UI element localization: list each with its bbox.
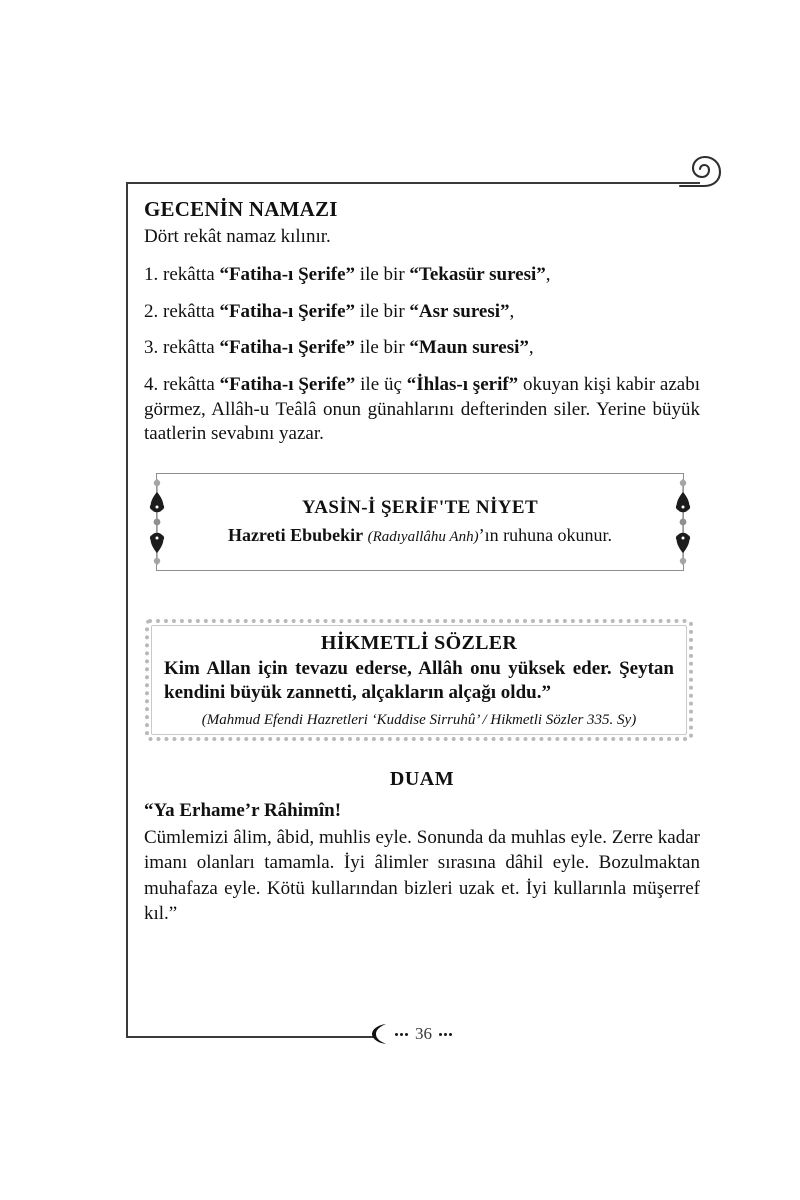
frame-left-line	[126, 182, 128, 1038]
yasin-honorific: (Radıyallâhu Anh)	[367, 529, 479, 546]
hikmetli-sozler-title: HİKMETLİ SÖZLER	[320, 632, 518, 654]
rekat-item-3	[144, 336, 700, 361]
rekat-item-2	[144, 300, 700, 325]
duam-body-text: Cümlemizi âlim, âbid, muhlis eyle. Sonunda da muhlas eyle. Zerre kadar imanı olanları tamamla. İyi âlimler sırasına dâhil eyle. Bozulmaktan muhafaza eyle. Kötü kullarından bizleri uzak et. İyi kullarınla müşerref kıl.”	[144, 826, 700, 925]
rekat-1-prefix: 1. rekâtta	[144, 263, 220, 285]
duam-opening-line: “Ya Erhame’r Râhimîn!	[144, 800, 342, 821]
rekat-4-bold-first: “Fatiha-ı Şerife”	[219, 374, 356, 395]
frame-bottom-line	[126, 1036, 375, 1038]
rekat-4-prefix: 4. rekâtta	[144, 374, 220, 395]
ornamental-finial-icon-right	[670, 479, 696, 565]
page-number: 36	[415, 1024, 432, 1043]
rekat-item-1	[144, 263, 700, 288]
hikmetli-sozler-inner	[151, 625, 687, 735]
yasin-box-title: YASİN-İ ŞERİF'TE NİYET	[301, 497, 539, 519]
spiral-curl-ornament-icon	[678, 150, 726, 194]
rekat-item-4-paragraph	[144, 373, 700, 447]
page-footer	[370, 1022, 452, 1046]
section-lead-text: Dört rekât namaz kılınır.	[144, 226, 331, 248]
duam-section	[144, 768, 700, 927]
frame-top-line	[126, 182, 700, 184]
rekat-2-prefix: 2. rekâtta	[144, 300, 220, 322]
rekat-1-suffix: ,	[545, 263, 551, 285]
rekat-2-suffix: ,	[509, 300, 515, 322]
rekat-4-suffix: okuyan kişi kabir azabı görmez, Allâh-u Teâlâ onun günahlarını defterinden siler. Yerine büyük taatlerin sevabını yazar.	[144, 374, 700, 445]
yasin-box-content	[157, 474, 683, 570]
crescent-moon-icon	[370, 1022, 390, 1046]
rekat-3-bold-second: “Maun suresi”	[409, 337, 529, 359]
footer-dots-right	[439, 1033, 452, 1036]
rekat-2-mid: ile bir	[355, 300, 410, 322]
yasin-niyet-box	[156, 473, 684, 571]
rekat-3-prefix: 3. rekâtta	[144, 337, 220, 359]
yasin-line-rest: ’ın ruhuna okunur.	[478, 525, 613, 546]
rekat-1-bold-first: “Fatiha-ı Şerife”	[219, 263, 356, 285]
rekat-1-mid: ile bir	[355, 263, 410, 285]
main-content-column	[144, 196, 700, 447]
duam-title: DUAM	[389, 768, 455, 790]
yasin-box-intention-line	[191, 525, 649, 547]
rekat-2-bold-first: “Fatiha-ı Şerife”	[219, 300, 356, 322]
rekat-2-bold-second: “Asr suresi”	[409, 300, 510, 322]
page-title: GECENİN NAMAZI	[144, 197, 338, 221]
rekat-3-suffix: ,	[528, 337, 534, 359]
rekat-4-bold-second: “İhlas-ı şerif”	[406, 374, 519, 395]
footer-dots-left	[395, 1033, 408, 1036]
hikmetli-sozler-box	[145, 619, 693, 741]
rekat-3-mid: ile bir	[355, 337, 410, 359]
rekat-4-mid: ile üç	[355, 374, 407, 395]
rekat-1-bold-second: “Tekasür suresi”	[409, 263, 546, 285]
rekat-3-bold-first: “Fatiha-ı Şerife”	[219, 337, 356, 359]
hikmetli-sozler-body: Kim Allan için tevazu ederse, Allâh onu yüksek eder. Şeytan kendini büyük zannetti, alçakların alçağı oldu.”	[164, 658, 674, 704]
yasin-person-name: Hazreti Ebubekir	[227, 525, 364, 546]
hikmetli-sozler-source: (Mahmud Efendi Hazretleri ‘Kuddise Sirruhû’ / Hikmetli Sözler 335. Sy)	[201, 711, 637, 728]
